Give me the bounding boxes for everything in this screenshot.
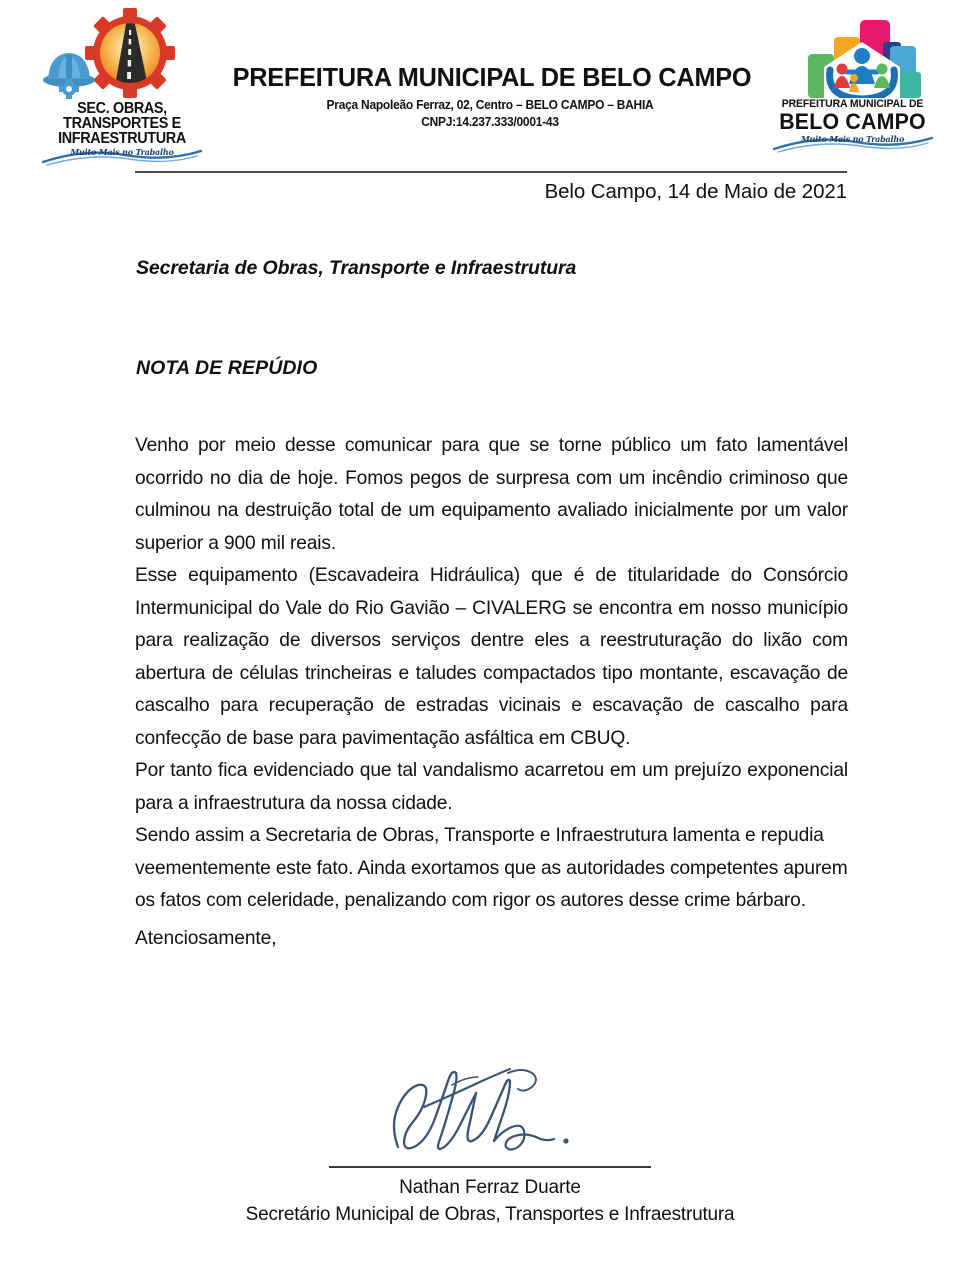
city-hall-emblem	[750, 12, 955, 160]
handwritten-signature-icon	[360, 1055, 620, 1160]
date-line: Belo Campo, 14 de Maio de 2021	[544, 180, 847, 203]
city-hall-emblem-title-line1: PREFEITURA MUNICIPAL DE	[781, 98, 924, 110]
letterhead-center-text	[230, 64, 750, 129]
secretariat-emblem	[22, 8, 222, 160]
closing-salutation: Atenciosamente,	[135, 928, 277, 949]
signature-rule	[329, 1166, 651, 1168]
department-heading: Secretaria de Obras, Transporte e Infraestrutura	[136, 257, 577, 279]
body-paragraph: Por tanto fica evidenciado que tal vandalismo acarretou em um prejuízo exponencial para a infraestrutura da nossa cidade.	[135, 760, 848, 814]
body-paragraph: Esse equipamento (Escavadeira Hidráulica) que é de titularidade do Consórcio Intermunicipal do Vale do Rio Gavião – CIVALERG se encontra em nosso município para realização de diversos serviços dentre eles a reestruturação do lixão com abertura de células trincheiras e taludes compactados tipo montante, escavação de cascalho para recuperação de estradas vicinais e escavação de cascalho para confecção de base para pavimentação asfáltica em CBUQ.	[135, 565, 848, 749]
header-divider	[135, 171, 847, 173]
gear-road-hardhat-icon	[22, 8, 222, 100]
letterhead-address: Praça Napoleão Ferraz, 02, Centro – BELO CAMPO – BAHIA	[326, 98, 654, 112]
signer-name: Nathan Ferraz Duarte	[399, 1177, 581, 1198]
letterhead-title: PREFEITURA MUNICIPAL DE BELO CAMPO	[232, 64, 752, 92]
belo-campo-city-logo-icon	[750, 12, 955, 98]
secretariat-emblem-title-line2: INFRAESTRUTURA	[58, 130, 186, 147]
body-paragraph: Venho por meio desse comunicar para que se torne público um fato lamentável ocorrido no dia de hoje. Fomos pegos de surpresa com um incêndio criminoso que culminou na destruição total de um equipamento avaliado inicialmente por um valor superior a 900 mil reais.	[135, 435, 848, 554]
letterhead	[0, 0, 980, 163]
city-hall-emblem-slogan: Muito Mais no Trabalho	[800, 134, 905, 144]
letter-body	[135, 430, 848, 918]
signature-block	[0, 1055, 980, 1226]
subject-heading: NOTA DE REPÚDIO	[136, 357, 318, 379]
secretariat-emblem-swoosh	[37, 146, 207, 168]
city-hall-emblem-swoosh	[768, 133, 938, 155]
city-hall-emblem-title-line2: BELO CAMPO	[779, 109, 926, 134]
body-paragraph: Sendo assim a Secretaria de Obras, Transporte e Infraestrutura lamenta e repudia veementemente este fato. Ainda exortamos que as autoridades competentes apurem os fatos com celeridade, penalizando com rigor os autores desse crime bárbaro.	[135, 825, 848, 911]
secretariat-emblem-title-line1: SEC. OBRAS, TRANSPORTES E	[63, 100, 181, 132]
letterhead-cnpj: CNPJ:14.237.333/0001-43	[421, 115, 559, 129]
signer-role: Secretário Municipal de Obras, Transportes e Infraestrutura	[245, 1204, 735, 1225]
secretariat-emblem-slogan: Muito Mais no Trabalho	[70, 147, 174, 157]
secretariat-emblem-title	[29, 101, 215, 146]
